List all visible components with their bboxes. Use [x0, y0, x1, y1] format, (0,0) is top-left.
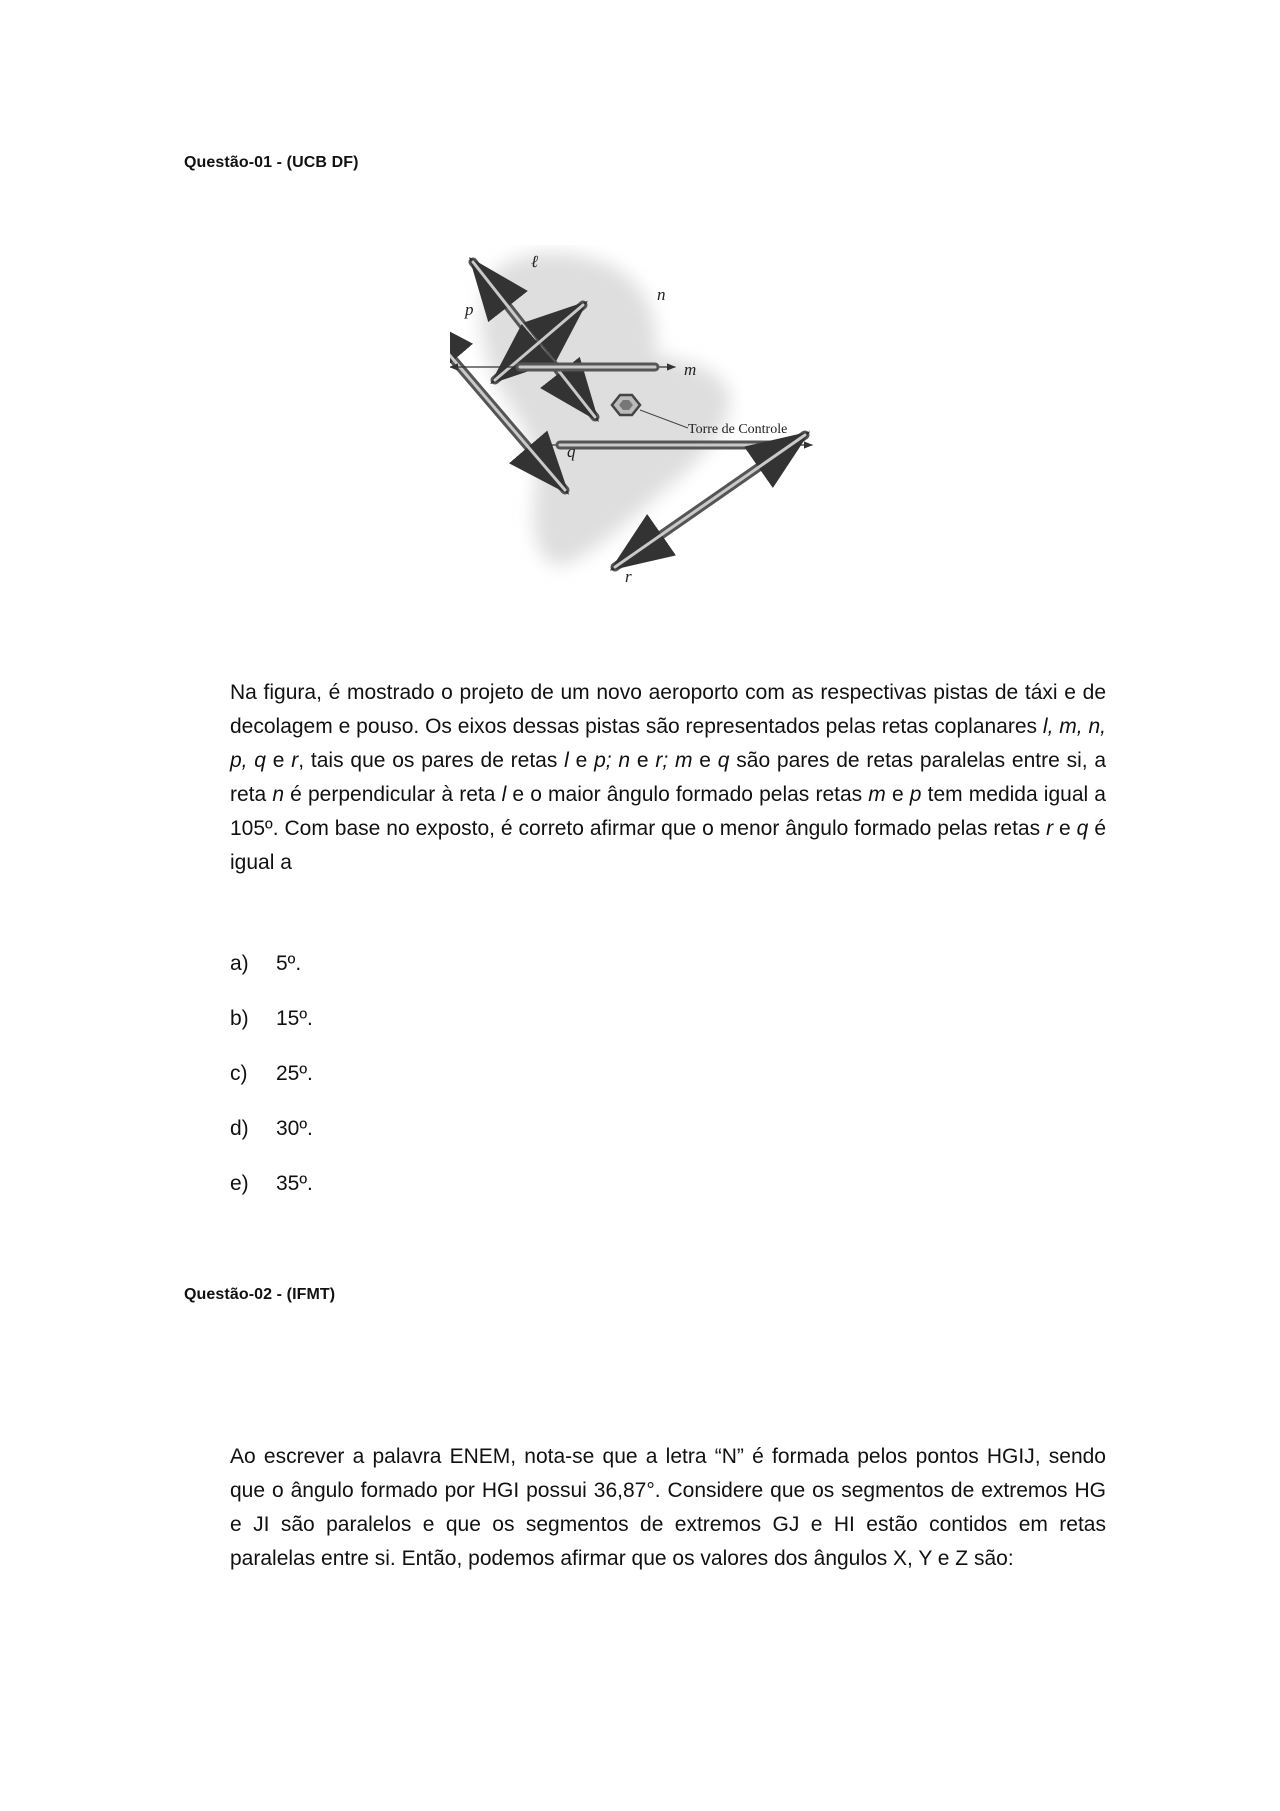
math-variable: r	[291, 749, 299, 772]
math-variable: q	[717, 749, 730, 772]
statement-text: e	[568, 749, 595, 772]
statement-text: e	[1053, 817, 1077, 840]
question-2-heading: Questão-02 - (IFMT)	[184, 1286, 336, 1303]
option-e[interactable]	[230, 1172, 313, 1227]
label-p: p	[465, 300, 474, 319]
control-tower-icon	[612, 395, 640, 415]
option-value: 30º.	[276, 1117, 313, 1140]
statement-text: e	[630, 749, 656, 772]
question-2-statement: Ao escrever a palavra ENEM, nota-se que a letra “N” é formada pelos pontos HGIJ, sendo que o ângulo formado por HGI possui 36,87°. Considere que os segmentos de extremos HG e JI são paralelos e que os segmentos de extremos GJ e HI estão contidos em retas paralelas entre si. Então, podemos afirmar que os valores dos ângulos X, Y e Z são:	[230, 1445, 1106, 1570]
math-variable: n	[272, 783, 285, 806]
option-d[interactable]	[230, 1117, 313, 1172]
option-value: 25º.	[276, 1062, 313, 1085]
math-variable: q	[1076, 817, 1089, 840]
label-r: r	[625, 567, 632, 586]
label-n: n	[657, 285, 666, 304]
math-variable: l	[501, 783, 507, 806]
question-1-heading: Questão-01 - (UCB DF)	[184, 154, 359, 171]
option-value: 15º.	[276, 1007, 313, 1030]
label-m: m	[684, 360, 697, 379]
statement-text: Na figura, é mostrado o projeto de um novo aeroporto com as respectivas pistas de táxi e de decolagem e pouso. Os eixos dessas pistas são representados pelas retas coplanares	[230, 681, 1106, 738]
statement-text: e	[692, 749, 718, 772]
option-letter: a)	[230, 952, 249, 975]
statement-text: são pares de retas paralelas entre si, a reta	[230, 749, 1107, 806]
statement-text: e	[885, 783, 910, 806]
option-value: 5º.	[276, 952, 302, 975]
statement-text: e o maior ângulo formado pelas retas	[506, 783, 869, 806]
option-letter: e)	[230, 1172, 249, 1195]
option-b[interactable]	[230, 1007, 313, 1062]
option-c[interactable]	[230, 1062, 313, 1117]
label-l: ℓ	[531, 252, 539, 271]
option-value: 35º.	[276, 1172, 313, 1195]
statement-text: , tais que os pares de retas	[298, 749, 565, 772]
math-variable: l, m, n, p, q	[230, 715, 1107, 772]
statement-text: e	[266, 749, 292, 772]
math-variable: r	[1046, 817, 1054, 840]
math-variable: p; n	[594, 749, 631, 772]
math-variable: p	[909, 783, 922, 806]
question-1-statement	[230, 676, 1106, 880]
tower-label: Torre de Controle	[688, 422, 788, 437]
answer-options	[230, 952, 313, 1227]
option-letter: b)	[230, 1007, 249, 1030]
statement-text: é perpendicular à reta	[284, 783, 502, 806]
airport-runways-figure	[450, 245, 850, 595]
math-variable: m	[868, 783, 886, 806]
statement-text: tem medida igual a 105º. Com base no exposto, é correto afirmar que o menor ângulo formado pelas retas	[230, 783, 1106, 840]
statement-text: é igual a	[230, 817, 1106, 874]
option-letter: c)	[230, 1062, 248, 1085]
math-variable: l	[564, 749, 569, 772]
math-variable: r; m	[655, 749, 693, 772]
label-q: q	[567, 442, 576, 461]
option-letter: d)	[230, 1117, 249, 1140]
option-a[interactable]	[230, 952, 313, 1007]
